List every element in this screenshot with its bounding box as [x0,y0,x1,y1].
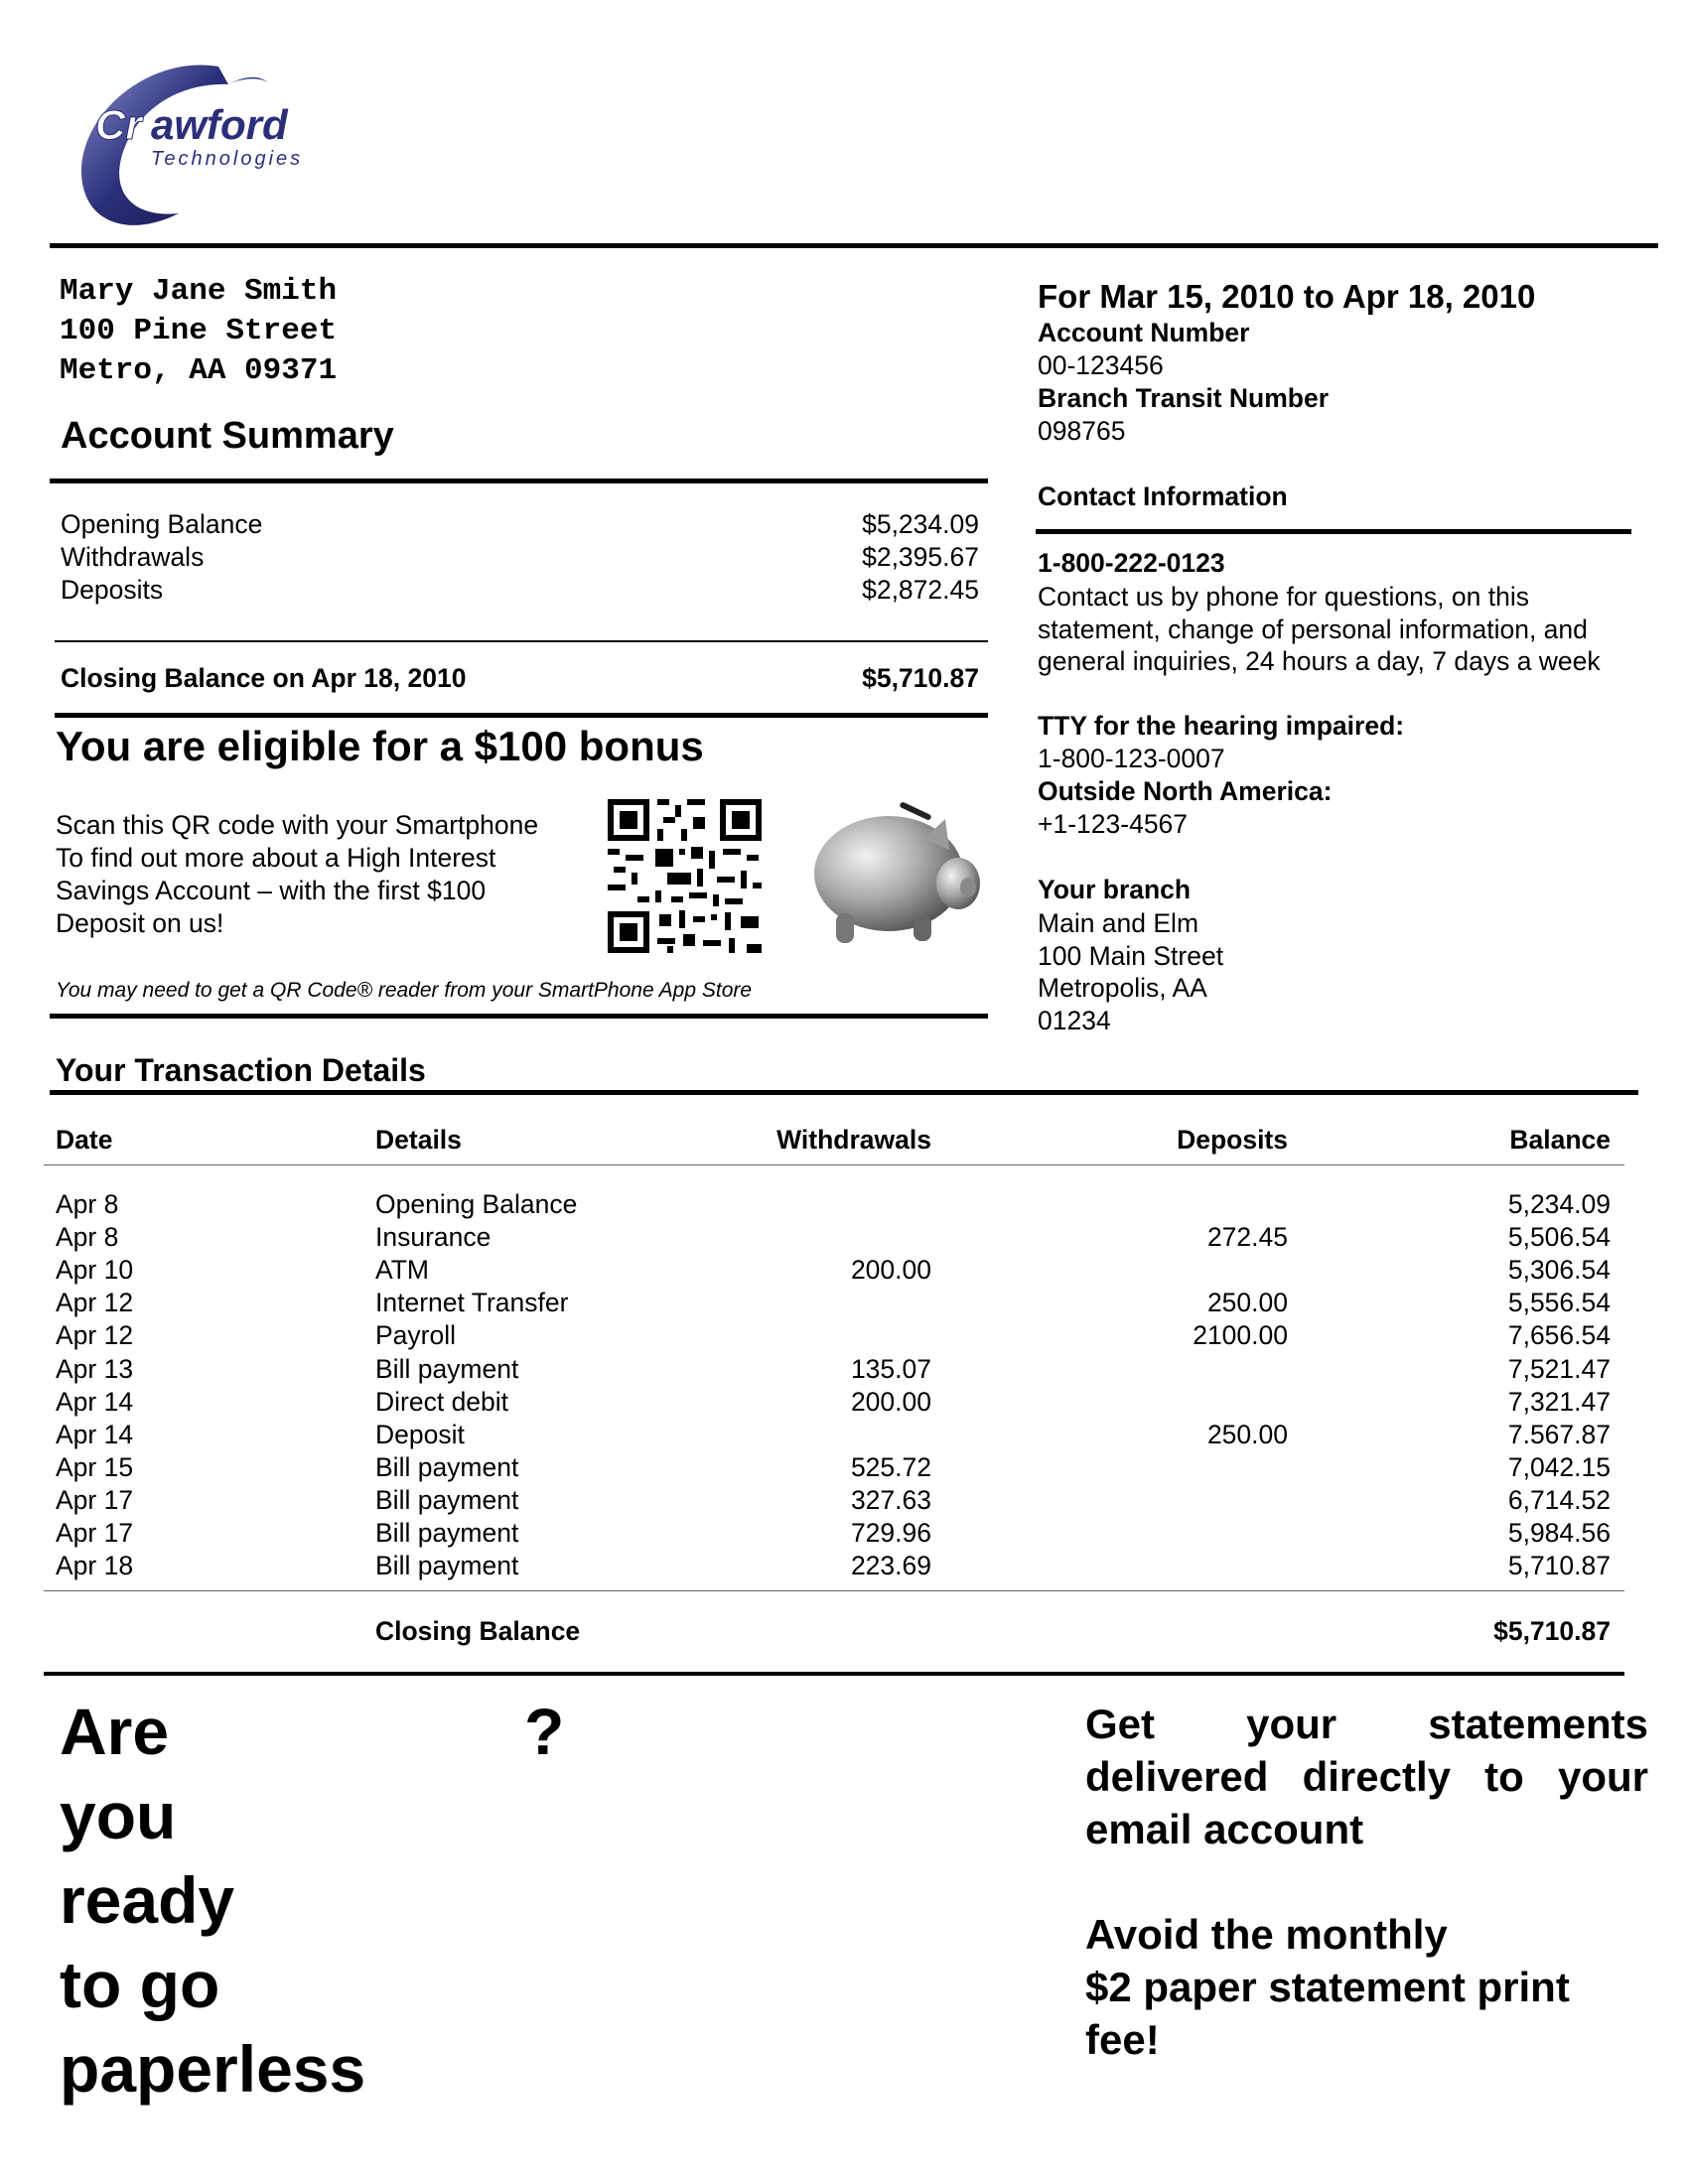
tx-withdrawal: 200.00 [850,1386,931,1417]
tx-withdrawal: 200.00 [850,1255,931,1286]
customer-name: Mary Jane Smith [60,274,338,309]
summary-mid-divider [55,640,988,642]
paperless-line: Are [60,1695,170,1768]
tx-balance: 5,984.56 [1507,1518,1611,1548]
svg-text:Technologies: Technologies [151,148,304,170]
summary-closing-row [61,663,979,694]
customer-address [60,272,337,391]
summary-value: $2,395.67 [862,542,979,572]
closing-balance-label: Closing Balance on Apr 18, 2010 [61,663,467,693]
col-header-balance: Balance [1509,1125,1611,1155]
tx-date: Apr 8 [56,1222,119,1253]
tx-details: Bill payment [375,1451,519,1482]
promo-line: Avoid the monthly [1085,1911,1448,1958]
tx-details: ATM [375,1255,429,1286]
contact-info-title: Contact Information [1038,481,1288,511]
tx-balance: 7,656.54 [1507,1320,1611,1351]
outside-na-value[interactable]: +1-123-4567 [1038,809,1189,839]
col-header-details: Details [375,1125,462,1155]
header-divider [50,243,1658,248]
summary-row-withdrawals [61,542,979,573]
tx-balance: 7,042.15 [1507,1451,1611,1482]
promo-line: $2 paper statement print [1085,1964,1570,2010]
rows-bottom-divider [44,1590,1624,1591]
bonus-line: To find out more about a High Interest [56,843,496,873]
tx-details: Direct debit [375,1386,509,1417]
bonus-bottom-divider [50,1014,988,1019]
tx-balance: 5,556.54 [1507,1288,1611,1318]
paperless-line: you [60,1779,177,1852]
tx-details: Bill payment [375,1353,519,1384]
tx-date: Apr 17 [56,1484,134,1515]
contact-text-line: general inquiries, 24 hours a day, 7 days a week [1038,646,1601,676]
col-header-withdrawals: Withdrawals [776,1125,931,1155]
bonus-text [56,809,538,940]
tx-date: Apr 13 [56,1353,134,1384]
tx-details: Bill payment [375,1484,519,1515]
statement-period: For Mar 15, 2010 to Apr 18, 2010 [1038,278,1536,315]
promo-line: delivered directly to your [1085,1753,1648,1800]
paperless-line: paperless [60,2032,366,2106]
tx-details: Internet Transfer [375,1288,569,1318]
account-number-label: Account Number [1038,318,1250,347]
branch-label: Your branch [1038,875,1192,904]
tty-label: TTY for the hearing impaired: [1038,711,1405,741]
branch-line: 100 Main Street [1038,940,1224,971]
tty-value[interactable]: 1-800-123-0007 [1038,744,1225,773]
svg-text:awford: awford [151,101,288,148]
contact-text-line: statement, change of personal information, and [1038,614,1588,644]
tx-deposit: 272.45 [1206,1222,1288,1253]
transactions-bottom-divider [44,1672,1624,1676]
paperless-question [60,1690,365,2112]
tx-date: Apr 12 [56,1288,134,1318]
tx-closing-label: Closing Balance [375,1616,581,1646]
branch-line: Metropolis, AA [1038,973,1207,1003]
summary-top-divider [50,478,988,483]
tx-date: Apr 17 [56,1518,134,1548]
contact-divider [1036,529,1631,534]
tx-balance: 5,234.09 [1507,1189,1611,1219]
tx-details: Bill payment [375,1518,519,1548]
summary-row-deposits [61,575,979,606]
company-logo [70,55,338,243]
transit-number-value: 098765 [1038,416,1126,446]
tx-date: Apr 10 [56,1255,134,1286]
bonus-line: Savings Account – with the first $100 [56,876,487,905]
bonus-line: Scan this QR code with your Smartphone [56,810,539,840]
transit-number-label: Branch Transit Number [1038,383,1330,413]
tx-balance: 7,321.47 [1507,1386,1611,1417]
customer-street: 100 Pine Street [60,314,338,348]
tx-withdrawal: 327.63 [850,1484,931,1515]
summary-value: $5,234.09 [862,509,979,539]
tx-details: Bill payment [375,1551,519,1581]
logo-swoosh-icon [70,55,338,243]
piggy-bank-icon [804,784,983,958]
tx-balance: 5,506.54 [1507,1222,1611,1253]
contact-text-line: Contact us by phone for questions, on this [1038,582,1529,612]
col-header-date: Date [56,1125,113,1155]
contact-description [1038,581,1643,678]
tx-withdrawal: 729.96 [850,1518,931,1548]
tx-details: Opening Balance [375,1189,578,1219]
tx-deposit: 2100.00 [1193,1320,1288,1351]
promo-line: fee! [1085,2016,1160,2063]
tx-balance: 7,521.47 [1507,1353,1611,1384]
paperless-promo [1085,1698,1648,2066]
summary-label: Withdrawals [61,542,205,572]
tx-withdrawal: 135.07 [850,1353,931,1384]
closing-balance-value: $5,710.87 [862,663,979,693]
tx-closing-value: $5,710.87 [1493,1616,1611,1646]
summary-row-opening [61,509,979,540]
paperless-line: ready [60,1863,235,1937]
qr-code-icon[interactable] [608,799,762,953]
tx-date: Apr 14 [56,1386,134,1417]
tx-balance: 5,710.87 [1507,1551,1611,1581]
account-summary-title: Account Summary [61,415,394,457]
tx-details: Insurance [375,1222,492,1253]
branch-line: 01234 [1038,1005,1111,1035]
col-header-deposits: Deposits [1177,1125,1288,1155]
summary-value: $2,872.45 [862,575,979,605]
tx-date: Apr 15 [56,1451,134,1482]
tx-withdrawal: 223.69 [850,1551,931,1581]
tx-date: Apr 12 [56,1320,134,1351]
transactions-top-divider [50,1090,1638,1095]
promo-line: email account [1085,1806,1364,1852]
tx-details: Deposit [375,1419,465,1449]
bonus-line: Deposit on us! [56,908,224,938]
summary-bottom-divider [55,713,988,718]
paperless-question-mark: ? [524,1695,565,1768]
tx-deposit: 250.00 [1206,1419,1288,1449]
tx-balance: 6,714.52 [1507,1484,1611,1515]
outside-na-label: Outside North America: [1038,776,1333,806]
tx-deposit: 250.00 [1206,1288,1288,1318]
tx-date: Apr 14 [56,1419,134,1449]
customer-city: Metro, AA 09371 [60,353,338,388]
branch-address [1038,907,1223,1036]
bonus-note: You may need to get a QR Code® reader from your SmartPhone App Store [56,979,753,1002]
promo-line: Get your statements [1085,1701,1648,1747]
branch-line: Main and Elm [1038,908,1199,938]
tx-date: Apr 8 [56,1189,119,1219]
tx-balance: 7.567.87 [1507,1419,1611,1449]
contact-phone[interactable]: 1-800-222-0123 [1038,548,1225,578]
tx-balance: 5,306.54 [1507,1255,1611,1286]
tx-details: Payroll [375,1320,457,1351]
tx-date: Apr 18 [56,1551,134,1581]
paperless-line: to go [60,1948,220,2021]
bonus-title: You are eligible for a $100 bonus [56,723,704,769]
svg-text:Cr: Cr [95,101,142,148]
transactions-title: Your Transaction Details [56,1052,426,1088]
summary-label: Deposits [61,575,164,605]
tx-withdrawal: 525.72 [850,1451,931,1482]
summary-label: Opening Balance [61,509,263,539]
account-number-value: 00-123456 [1038,350,1164,380]
header-underline [44,1164,1624,1165]
